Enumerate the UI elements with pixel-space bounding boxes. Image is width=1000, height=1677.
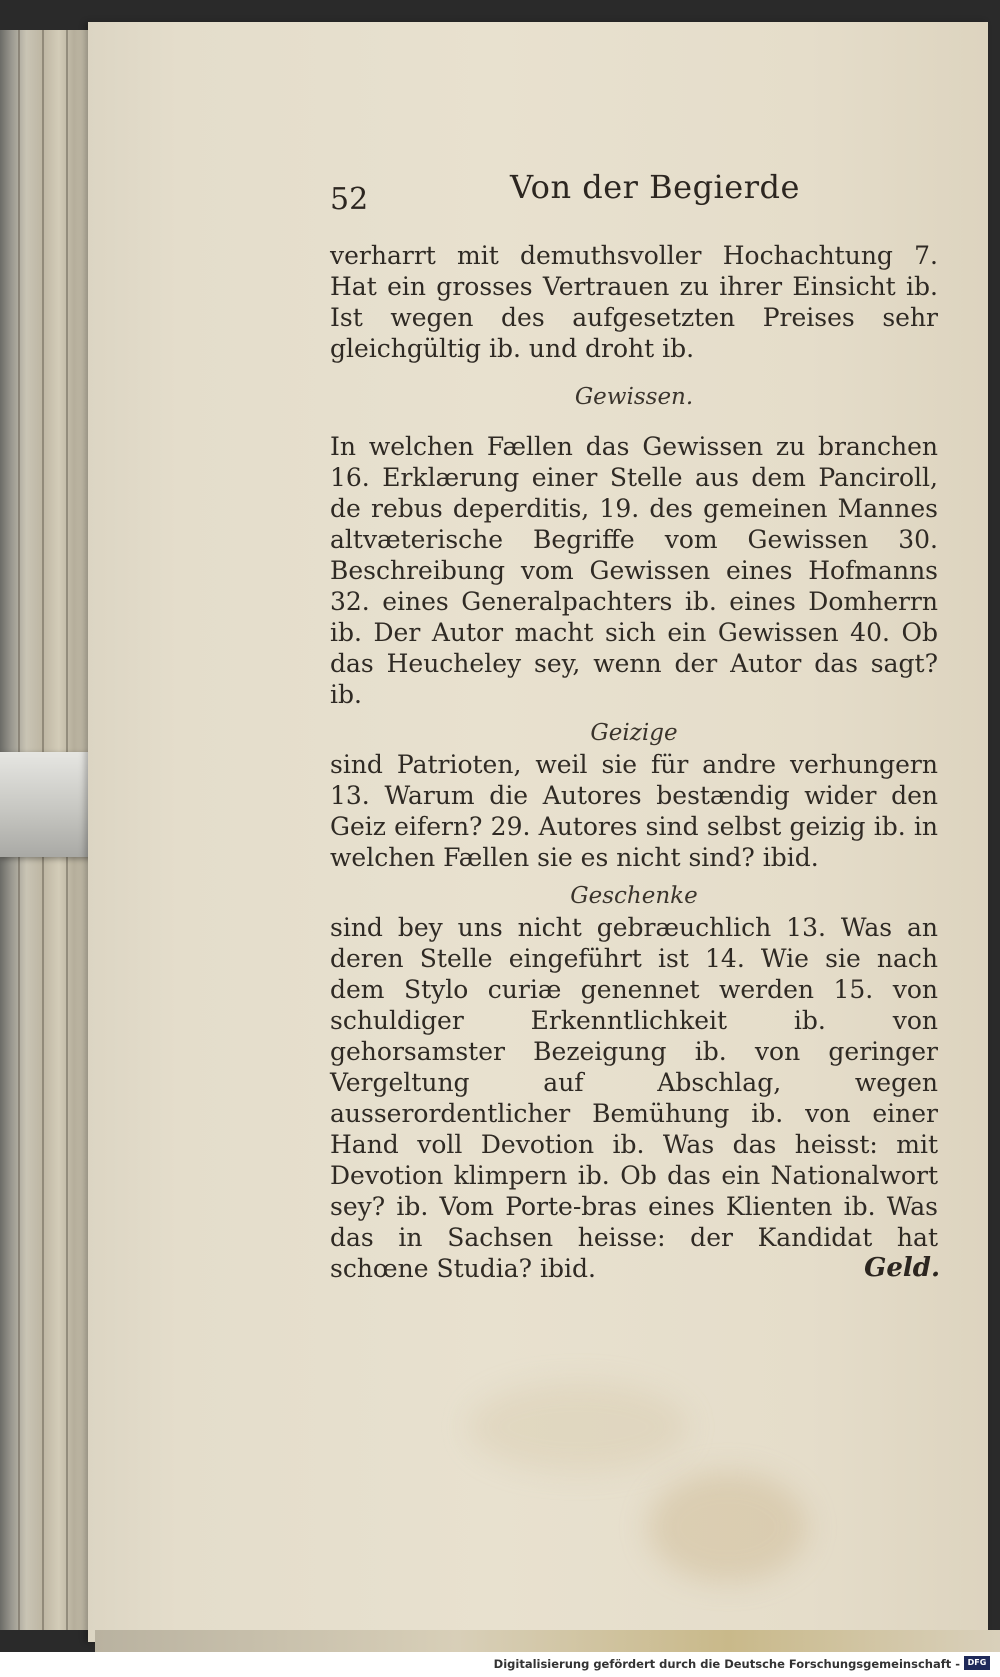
footer-credit: Digitalisierung gefördert durch die Deutsche Forschungsgemeinschaft - [493,1657,960,1671]
section-text: sind Patrioten, weil sie für andre verhungern 13. Warum die Autores bestændig wider den Geiz eifern? 29. Autores sind selbst geizig ib. in welchen Fællen sie es nicht sind? ibid. [330,750,938,872]
intro-paragraph: verharrt mit demuthsvoller Hochachtung 7. Hat ein grosses Vertrauen zu ihrer Einsicht ib. Ist wegen des aufgesetzten Preises sehr gleichgültig ib. und droht ib. [330,241,938,363]
running-head: Von der Begierde [510,168,800,206]
dfg-logo-icon: DFG [964,1656,990,1670]
section-text: In welchen Fællen das Gewissen zu branchen 16. Erklærung einer Stelle aus dem Panciroll, de rebus deperditis, 19. des gemeinen Mannes altvæterische Begriffe vom Gewissen 30. Beschreibung vom Gewissen eines Hofmanns 32. eines Generalpachters ib. eines Domherrn ib. Der Autor macht sich ein Gewissen 40. Ob das Heucheley sey, wenn der Autor das sagt? ib. [330,432,938,709]
page-stain [648,1472,808,1582]
page-number: 52 [330,182,369,217]
catchword: Geld. [864,1253,940,1283]
section-heading: Geschenke [570,883,698,909]
section-heading: Gewissen. [574,384,694,410]
page-stain [468,1382,688,1472]
section-text: sind bey uns nicht gebræuchlich 13. Was an deren Stelle eingeführt ist 14. Wie sie nach dem Stylo curiæ genennet werden 15. von schuldiger Erkenntlichkeit ib. von gehorsamster Bezeigung ib. von geringer Vergeltung auf Abschlag, wegen ausserordentlicher Bemühung ib. von einer Hand voll Devotion ib. Was das heisst: mit Devotion klimpern ib. Ob das ein Nationalwort sey? ib. Vom Porte-bras eines Klienten ib. Was das in Sachsen heisse: der Kandidat hat schœne Studia? ibid. [330,913,938,1283]
book-bottom-edge [95,1630,1000,1652]
section-heading: Geizige [590,720,678,746]
page-text [330,240,938,1284]
